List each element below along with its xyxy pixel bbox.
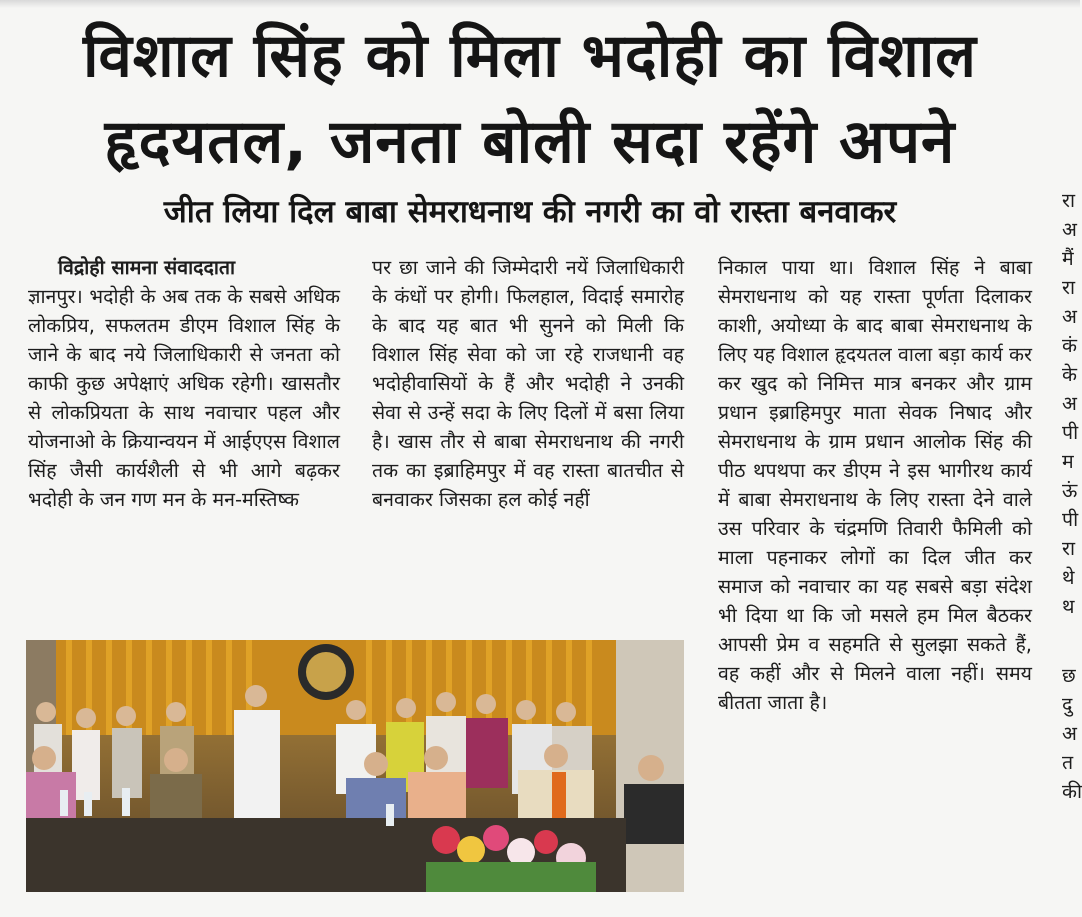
adjacent-fragment: छ [1062, 664, 1076, 687]
column-1-text: ज्ञानपुर। भदोही के अब तक के सबसे अधिक लोकप्रिय, सफलतम डीएम विशाल सिंह के जाने के बाद नये जिलाधिकारी से जनता को काफी कुछ अपेक्षाएं अधिक रहेगी। खासतौर से लोकप्रियता के साथ नवाचार पहल और योजनाओ के क्रियान्वयन में आईएएस विशाल सिंह जैसी कार्यशैली से भी आगे बढ़कर भदोही के जन गण मन के मन-मस्तिष्क [28, 285, 340, 511]
adjacent-fragment: रा [1062, 537, 1076, 560]
adjacent-fragment: पी [1062, 508, 1079, 531]
adjacent-fragment: रा [1062, 189, 1076, 212]
headline-line-1: विशाल सिंह को मिला भदोही का विशाल [83, 21, 977, 91]
adjacent-fragment: त [1062, 751, 1074, 774]
adjacent-column-fragments-top [1062, 186, 1080, 621]
adjacent-article-edge [1062, 186, 1080, 806]
photo-illustration [26, 640, 684, 892]
subheadline: जीत लिया दिल बाबा सेमराधनाथ की नगरी का वो रास्ता बनवाकर [163, 194, 897, 230]
article-column-1 [28, 253, 340, 514]
article-column-3 [718, 253, 1032, 717]
adjacent-fragment: अ [1062, 392, 1077, 415]
column-2-text: पर छा जाने की जिम्मेदारी नयें जिलाधिकारी के कंधों पर होगी। फिलहाल, विदाई समारोह के बाद यह बात भी सुनने को मिली कि विशाल सिंह सेवा को जा रहे राजधानी वह भदोहीवासियों के हैं और भदोही ने उनकी सेवा से उन्हें सदा के लिए दिलों में बसा लिया है। खास तौर से बाबा सेमराधनाथ की नगरी तक का इब्राहिमपुर में वह रास्ता बातचीत से बनवाकर जिसका हल कोई नहीं [372, 256, 684, 511]
adjacent-fragment: के [1062, 363, 1077, 386]
adjacent-fragment: दु [1062, 693, 1073, 716]
adjacent-fragment: कं [1062, 334, 1077, 357]
previous-article-edge [0, 0, 1080, 8]
adjacent-fragment: पी [1062, 421, 1079, 444]
adjacent-fragment: अ [1062, 722, 1077, 745]
headline-line-2: हृदयतल, जनता बोली सदा रहेंगे अपने [104, 107, 956, 177]
column-3-text: निकाल पाया था। विशाल सिंह ने बाबा सेमराधनाथ को यह रास्ता पूर्णता दिलाकर काशी, अयोध्या के बाद बाबा सेमराधनाथ के लिए यह विशाल हृदयतल वाला बड़ा कार्य कर कर खुद को निमित्त मात्र बनकर और ग्राम प्रधान इब्राहिमपुर माता सेवक निषाद और सेमराधनाथ के ग्राम प्रधान आलोक सिंह की पीठ थपथपा कर डीएम ने इस भागीरथ कार्य में बाबा सेमराधनाथ के लिए रास्ता देने वाले उस परिवार के चंद्रमणि तिवारी फैमिली को माला पहनाकर लोगों का दिल जीत कर समाज को नवाचार का यह सबसे बड़ा संदेश भी दिया था कि जो मसले हम मिल बैठकर आपसी प्रेम व सहमति से सुलझा सकते हैं, वह कहीं और से मिलने वाला नहीं। समय बीतता जाता है। [718, 256, 1032, 714]
adjacent-fragment: थ [1062, 595, 1075, 618]
adjacent-fragment: म [1062, 450, 1074, 473]
article-column-2 [372, 253, 684, 514]
byline: विद्रोही सामना संवाददाता [58, 256, 236, 279]
adjacent-fragment: ऊं [1062, 479, 1078, 502]
adjacent-fragment: मैं [1062, 247, 1074, 270]
adjacent-fragment: अ [1062, 305, 1077, 328]
farewell-ceremony-photo [26, 640, 684, 892]
adjacent-fragment: रा [1062, 276, 1076, 299]
adjacent-fragment: की [1062, 780, 1082, 803]
adjacent-fragment: अ [1062, 218, 1077, 241]
adjacent-fragment: थे [1062, 566, 1075, 589]
adjacent-column-fragments-bottom [1062, 661, 1080, 806]
